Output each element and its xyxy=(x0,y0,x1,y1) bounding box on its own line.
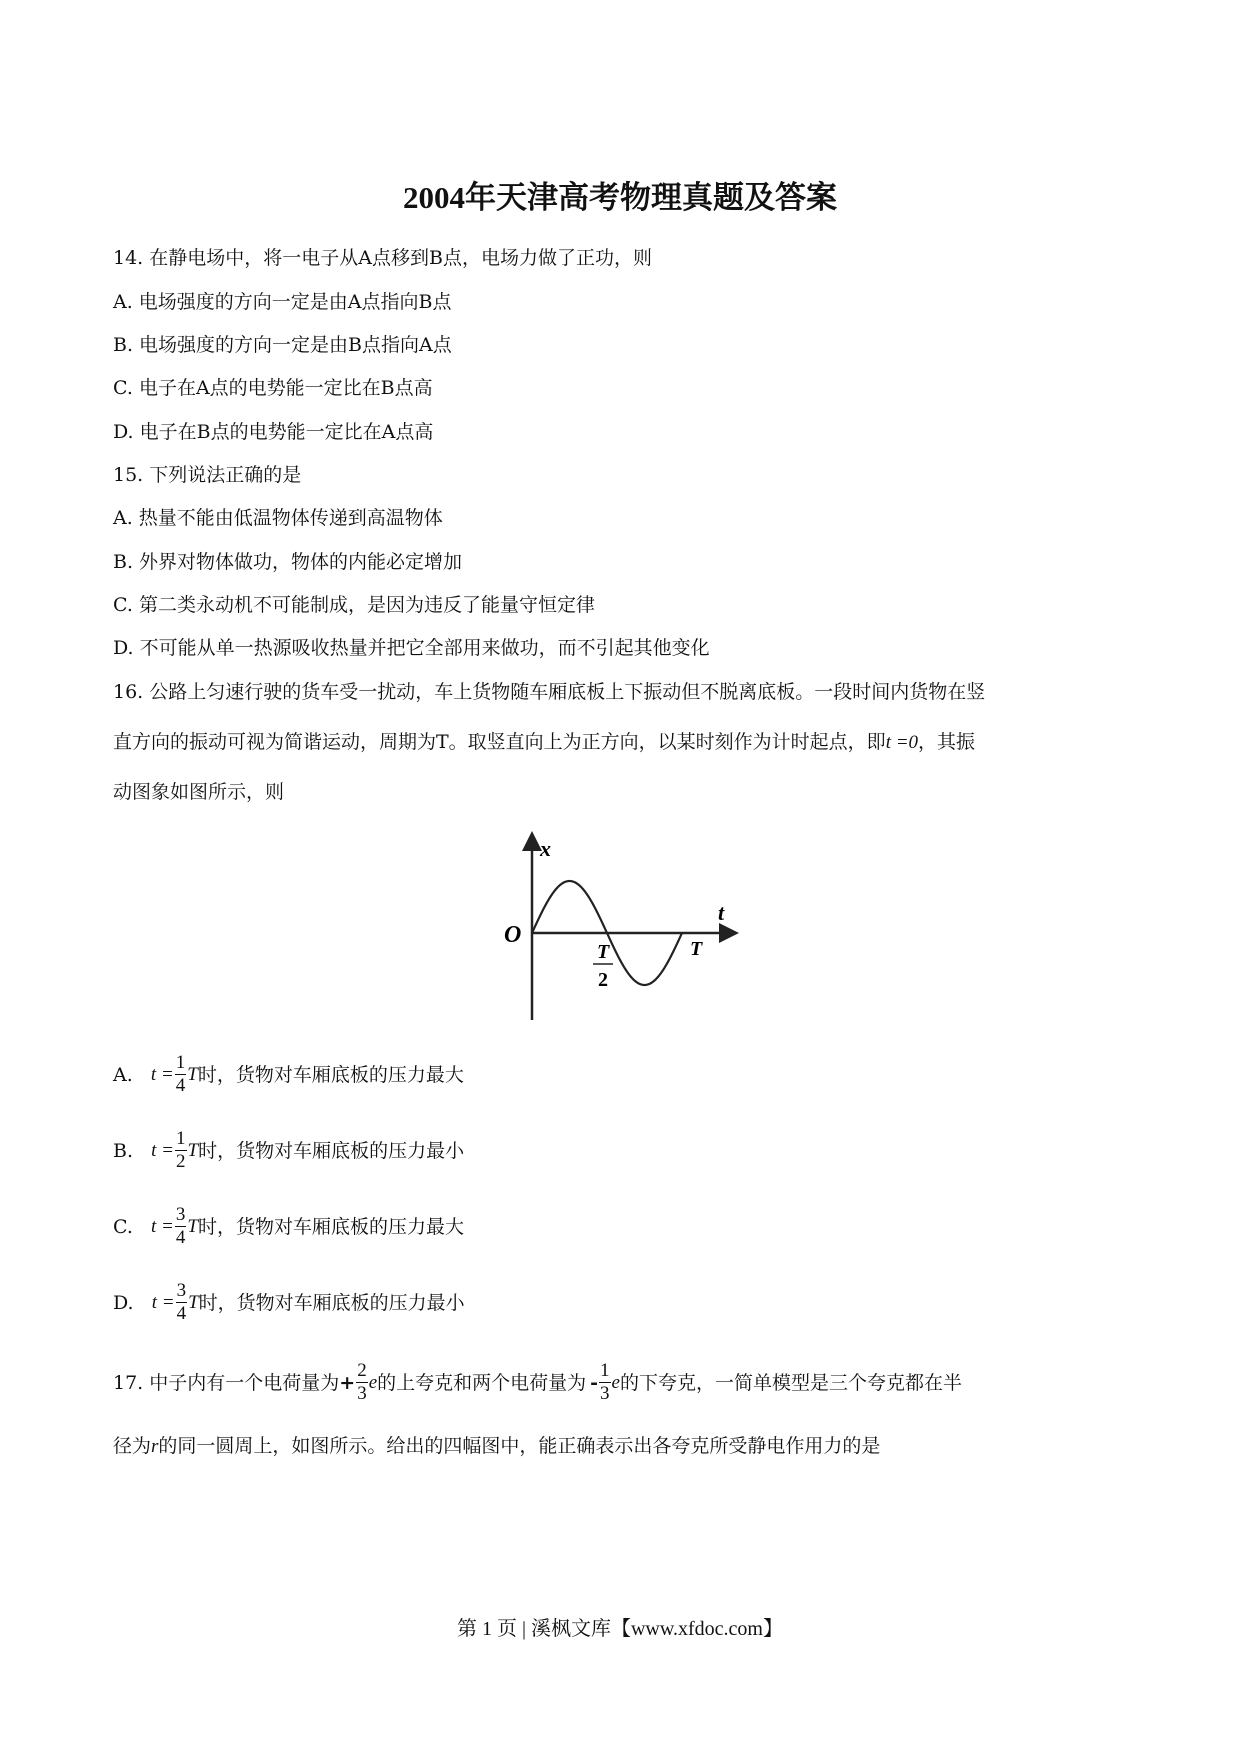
q16-option-b-var: t = xyxy=(151,1139,174,1161)
q16-option-c-fraction xyxy=(175,1204,187,1249)
q17-text-b: 的上夸克和两个电荷量为 xyxy=(377,1371,587,1394)
q16-option-b-text: 时，货物对车厢底板的压力最小 xyxy=(198,1139,465,1162)
q16-option-d-fraction xyxy=(176,1280,188,1325)
q17-text-c: 的下夸克，一简单模型是三个夸克都在半 xyxy=(619,1371,962,1394)
q15-option-b: B. 外界对物体做功，物体的内能必定增加 xyxy=(113,551,463,573)
q16-option-d xyxy=(113,1280,465,1325)
q16-option-b xyxy=(113,1128,464,1173)
q17-line2-b: 的同一圆周上，如图所示。给出的四幅图中，能正确表示出各夸克所受静电作用力的是 xyxy=(158,1435,881,1457)
q16-option-c-var: t = xyxy=(151,1215,174,1237)
q16-option-c-text: 时，货物对车厢底板的压力最大 xyxy=(197,1215,464,1238)
q16-option-a-den: 4 xyxy=(175,1075,186,1096)
q16-option-d-den: 4 xyxy=(176,1303,187,1324)
q16-option-a-num: 1 xyxy=(175,1052,186,1073)
q17-num2: 1 xyxy=(600,1360,610,1381)
q16-option-b-T: T xyxy=(187,1139,199,1161)
q14-option-c: C. 电子在A点的电势能一定比在B点高 xyxy=(113,377,433,399)
q17-stem-line1 xyxy=(113,1360,962,1405)
q14-stem: 14. 在静电场中，将一电子从A点移到B点，电场力做了正功，则 xyxy=(113,247,652,269)
q17-den2: 3 xyxy=(600,1383,610,1404)
page-footer: 第 1 页 | 溪枫文库【www.xfdoc.com】 xyxy=(456,1618,783,1640)
q15-option-d: D. 不可能从单一热源吸收热量并把它全部用来做功，而不引起其他变化 xyxy=(113,637,710,659)
q16-option-b-num: 1 xyxy=(176,1128,186,1149)
q17-e1: e xyxy=(368,1371,378,1393)
q16-option-a-text: 时，货物对车厢底板的压力最大 xyxy=(197,1063,464,1086)
page-title: 2004年天津高考物理真题及答案 xyxy=(403,180,837,215)
t-axis-label: t xyxy=(718,900,725,925)
q16-t-zero: t =0 xyxy=(885,732,919,753)
q17-stem-line2 xyxy=(113,1432,880,1461)
q16-option-a-T: T xyxy=(187,1063,198,1085)
q16-option-c-num: 3 xyxy=(175,1204,186,1225)
vibration-graph xyxy=(490,830,750,1025)
q16-option-c-T: T xyxy=(187,1215,198,1237)
q16-option-b-letter: B. xyxy=(113,1139,134,1162)
q17-sign-plus: + xyxy=(339,1371,356,1394)
q17-den1: 3 xyxy=(357,1383,367,1404)
q15-option-c: C. 第二类永动机不可能制成，是因为违反了能量守恒定律 xyxy=(113,594,595,616)
q17-r: r xyxy=(151,1436,159,1457)
q17-up-quark-fraction xyxy=(356,1360,368,1405)
q15-stem: 15. 下列说法正确的是 xyxy=(113,464,302,486)
q17-sign-minus: - xyxy=(590,1371,599,1394)
q16-option-b-fraction xyxy=(175,1128,187,1173)
q16-stem-line2-tail: ，其振 xyxy=(918,731,976,753)
q16-option-c-letter: C. xyxy=(113,1215,133,1238)
q14-option-d: D. 电子在B点的电势能一定比在A点高 xyxy=(113,421,434,443)
q17-num1: 2 xyxy=(357,1360,367,1381)
q15-option-a: A. 热量不能由低温物体传递到高温物体 xyxy=(113,507,443,529)
q14-option-a: A. 电场强度的方向一定是由A点指向B点 xyxy=(113,291,452,313)
q16-option-a-var: t = xyxy=(150,1063,174,1085)
q16-option-c xyxy=(113,1204,464,1249)
half-period-den: 2 xyxy=(598,969,608,991)
q16-option-d-text: 时，货物对车厢底板的压力最小 xyxy=(198,1291,465,1314)
origin-label: O xyxy=(504,922,522,948)
q16-option-d-T: T xyxy=(188,1291,199,1313)
q17-down-quark-fraction xyxy=(599,1360,611,1405)
q16-stem-line1: 16. 公路上匀速行驶的货车受一扰动，车上货物随车厢底板上下振动但不脱离底板。一段时间内货物在竖 xyxy=(113,681,986,703)
x-axis-label: x xyxy=(540,836,551,861)
q16-option-b-den: 2 xyxy=(176,1151,186,1172)
q16-stem-line2-text: 直方向的振动可视为简谐运动，周期为T。取竖直向上为正方向，以某时刻作为计时起点，即 xyxy=(113,731,886,753)
q17-e2: e xyxy=(611,1371,620,1393)
q16-stem-line3: 动图象如图所示，则 xyxy=(113,781,285,803)
half-period-num: T xyxy=(597,941,610,963)
q16-option-d-letter: D. xyxy=(113,1291,134,1314)
q14-option-b: B. 电场强度的方向一定是由B点指向A点 xyxy=(113,334,452,356)
q16-stem-line2 xyxy=(113,728,975,757)
q16-option-d-var: t = xyxy=(151,1291,175,1313)
q17-line2-a: 径为 xyxy=(113,1435,152,1457)
q16-option-a xyxy=(113,1052,464,1097)
q16-option-a-fraction xyxy=(175,1052,187,1097)
q16-option-c-den: 4 xyxy=(175,1227,186,1248)
q16-option-a-letter: A. xyxy=(113,1063,133,1086)
period-label: T xyxy=(690,938,703,960)
q17-text-a: 17. 中子内有一个电荷量为 xyxy=(113,1371,340,1394)
q16-option-d-num: 3 xyxy=(176,1280,187,1301)
